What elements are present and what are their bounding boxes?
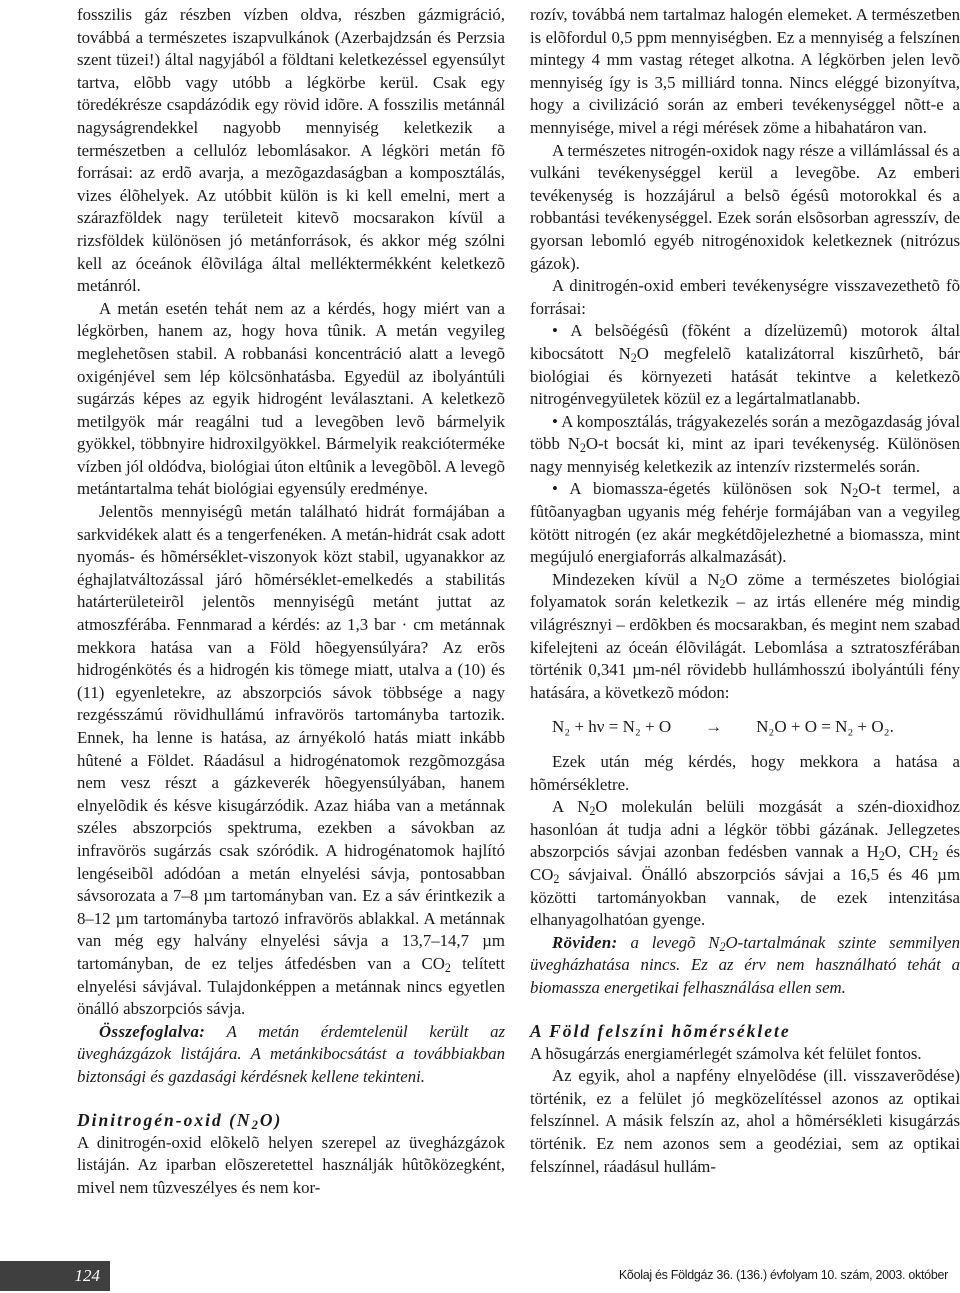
paragraph-n2o-properties: rozív, továbbá nem tartalmaz halogén elemeket. A természetben is elõfordul 0,5 ppm mennyiségben. Ez a mennyiség a felszínen mintegy 4 mm vastag réteget alkotna. A légkörben jelen levõ mennyiség így is 3,5 milliárd tonna. Nincs eléggé bizonyítva, hogy a civilizáció során az emberi tevékenységgel nõtt-e a mennyisége, mivel a régi mérések zöme a hibahatáron van. — [530, 5, 960, 137]
paragraph-n2o-natural: A természetes nitrogén-oxidok nagy része a villámlással és a vulkáni tevékenységgel kerül a levegõbe. Az emberi tevékenység is hozzájárul a belsõ égésû motorokkal és a robbantási tevékenységgel. Ezek során elsõsorban agresszív, de gyorsan lebomló egyéb nitrogénoxidok keletkeznek (nitrózus gázok). — [530, 140, 960, 273]
equation-right: N₂O + O = N₂ + O₂. — [756, 717, 894, 737]
page-number: 124 — [0, 1261, 110, 1291]
left-column — [77, 4, 505, 1199]
right-column — [530, 4, 960, 1178]
bullet-composting: • A komposztálás, trágyakezelés során a mezõgazdaság jóval több $N_2O-t$ bocsát ki, mint az ipari tevékenység. Különösen nagy mennyiség keletkezik az intenzív rizstermelés során. — [530, 411, 960, 476]
paragraph-nitrous-oxide-intro: A dinitrogén-oxid elõkelõ helyen szerepel az üvegházgázok listáján. Az iparban elõszeretettel használják hûtõközegként, mivel nem tûzveszélyes és nem kor- — [77, 1132, 505, 1197]
paragraph-methane-fate: A metán esetén tehát nem az a kérdés, hogy miért van a légkörben, hanem az, hogy hova tûnik. A metán vegyileg meglehetõsen stabil. A robbanási koncentráció alatt a levegõ oxigénjével sem lép kölcsönhatásba. Egyedül az ibolyántúli sugárzás képes az egyik hidrogént leválasztani. A keletkezõ metilgyök már reagálni tud a levegõben levõ bármelyik gyökkel, többnyire hidroxilgyökkel. Bármelyik reakcióterméke vízben jól oldódva, biológiai úton eltûnik a levegõbõl. A levegõ metántartalma tehát biológiai egyensúly eredménye. — [77, 298, 505, 499]
journal-footer: Kõolaj és Földgáz 36. (136.) évfolyam 10. szám, 2003. október — [618, 1268, 948, 1282]
paragraph-n2o-breakdown: Mindezeken kívül a $N_2O$ zöme a természetes biológiai folyamatok során keletkezik – az irtás ellenére még mindig világrésznyi – erdõkben és mocsarakban, és megint nem szabad kifelejteni az óceán élõvilágát. Lebomlása a sztratoszférában történik 0,341 µm-nél rövidebb hullámhosszú ibolyántúli fény hatására, a következõ módon: — [530, 569, 960, 702]
bullet-engines: • A belsõégésû (fõként a dízelüzemû) motorok által kibocsátott $N_2O$ megfelelõ katalizátorral kiszûrhetõ, bár biológiai és környezeti hatását tekintve a keletkezõ nitrogénvegyületek közül ez a legártalmatlanabb. — [530, 321, 960, 409]
paragraph-n2o-sources-intro: A dinitrogén-oxid emberi tevékenységre visszavezethetõ fõ forrásai: — [530, 276, 960, 318]
summary-label: Röviden: — [552, 932, 618, 952]
paragraph-methane-sources: fosszilis gáz részben vízben oldva, részben gázmigráció, továbbá a természetes iszapvulkánok (Azerbajdzsán és Perzsia szent tüzei!) által nagyjából a földtani keletkezéssel egyensúlyt tartva, elõbb vagy utóbb a légkörbe kerül. Csak egy töredékrésze csapdázódik egy rövid idõre. A fosszilis metánnál nagyságrendekkel nagyobb mennyiség keletkezik a természetben a cellulóz lebomlásakor. A légköri metán fõ forrásai: az erdõ avarja, a mezõgazdaságban a komposztálás, vizes élõhelyek. Az utóbbit külön is ki kell emelni, mert a szárazföldek nagy területeit kitevõ mocsarakon kívül a rizsföldek különösen jó metánforrások, és akkor még szólni kell az óceánok élõvilága által melléktermékként keletkezõ metánról. — [77, 5, 505, 296]
bullet-biomass: • A biomassza-égetés különösen sok $N_2O-t$ termel, a fûtõanyagban ugyanis még fehérje formájában van a vegyileg kötött nitrogén (ez akár megkétdõjelezhetné a biomassza, mint megújuló energiaforrás alkalmazását). — [530, 479, 960, 567]
paragraph-surfaces: Az egyik, ahol a napfény elnyelõdése (ill. visszaverõdése) történik, ez a felület jó megközelítéssel azonos az optikai felszínnel. A másik felszín az, ahol a hõmérsékleti kisugárzás történik. Ez nem azonos sem a geodéziai, sem az optikai felszínnel, ráadásul hullám- — [530, 1066, 960, 1176]
paragraph-n2o-absorption: A $N_2O$ molekulán belüli mozgását a szén-dioxidhoz hasonlóan át tudja adni a légkör többi gázának. Jellegzetes abszorpciós sávjai azonban fedésben vannak a $H_2O$, $CH_2$ és $CO_2$ sávjaival. Önálló abszorpciós sávjai a 16,5 és 46 µm közötti tartományokban vannak, de ezek intenzitása elhanyagolhatóan gyenge. — [530, 797, 960, 930]
section-heading-surface-temperature: A Föld felszíni hõmérséklete — [530, 1020, 791, 1041]
paragraph-n2o-summary: Röviden: a levegõ $N_2O$-tartalmának szinte semmilyen üvegházhatása nincs. Ez az érv nem használható tehát a biomassza energetikai felhasználása ellen sem. — [530, 932, 960, 997]
equation-left: N₂ + hν = N₂ + O — [552, 717, 672, 737]
paragraph-energy-balance: A hõsugárzás energiamérlegét számolva két felület fontos. — [530, 1043, 922, 1063]
section-heading-nitrous-oxide: Dinitrogén-oxid $(N_2O)$ — [77, 1109, 283, 1132]
equation-photolysis — [552, 716, 960, 739]
paragraph-effect-question: Ezek után még kérdés, hogy mekkora a hatása a hõmérsékletre. — [530, 752, 960, 794]
arrow-icon: → — [705, 717, 723, 737]
summary-label: Összefoglalva: — [99, 1021, 206, 1041]
paragraph-methane-summary: Összefoglalva: A metán érdemtelenül került az üvegházgázok listájára. A metánkibocsátást a továbbiakban biztonsági és gazdasági kérdésnek kellene tekinteni. — [77, 1021, 505, 1086]
paragraph-methane-hydrate: Jelentõs mennyiségû metán található hidrát formájában a sarkvidékek alatt és a tengerfenéken. A metán-hidrát csak adott nyomás- és hõmérséklet-viszonyok közt stabil, ugyanakkor az éghajlatváltozással járó hõmérséklet-emelkedés a stabilitás határterületeirõl jelentõs mennyiségû metánt juttat az atmoszférába. Fennmarad a kérdés: az 1,3 bar · cm metánnak mekkora hatása van a Föld hõegyensúlyára? Az erõs hidrogénkötés és a hidrogén kis tömege miatt, utalva a (10) és (11) egyenletekre, az abszorpciós sávok többsége a nagy rezgésszámú rövidhullámú infravörös tartományba tartozik. Ennek, ha lenne is hatása, az árnyékoló hatás miatt inkább hûtené a Földet. Ráadásul a hidrogénatomok rezgõmozgása nem vesz részt a gázkeverék hõegyensúlyában, hanem elnyelõdik és késve kisugárzódik. Azaz hiába van a metánnak széles abszorpciós spektruma, ezekben a sávokban az infravörös sugárzás csak szóródik. A hidrogénatomok hajlító lengéseibõl adódóan a metán elnyelési sávja, pontosabban sávsorozata a 7–8 µm tartományban van. Ez a sáv érintkezik a 8–12 µm tartományba tartozó infravörös ablakkal. A metánnak van még egy halvány elnyelési sávja a 13,7–14,7 µm tartományban, de ez teljes átfedésben van a $CO_2$ telített elnyelési sávjával. Tulajdonképpen a metánnak nincs egyetlen önálló abszorpciós sávja. — [77, 502, 505, 1019]
